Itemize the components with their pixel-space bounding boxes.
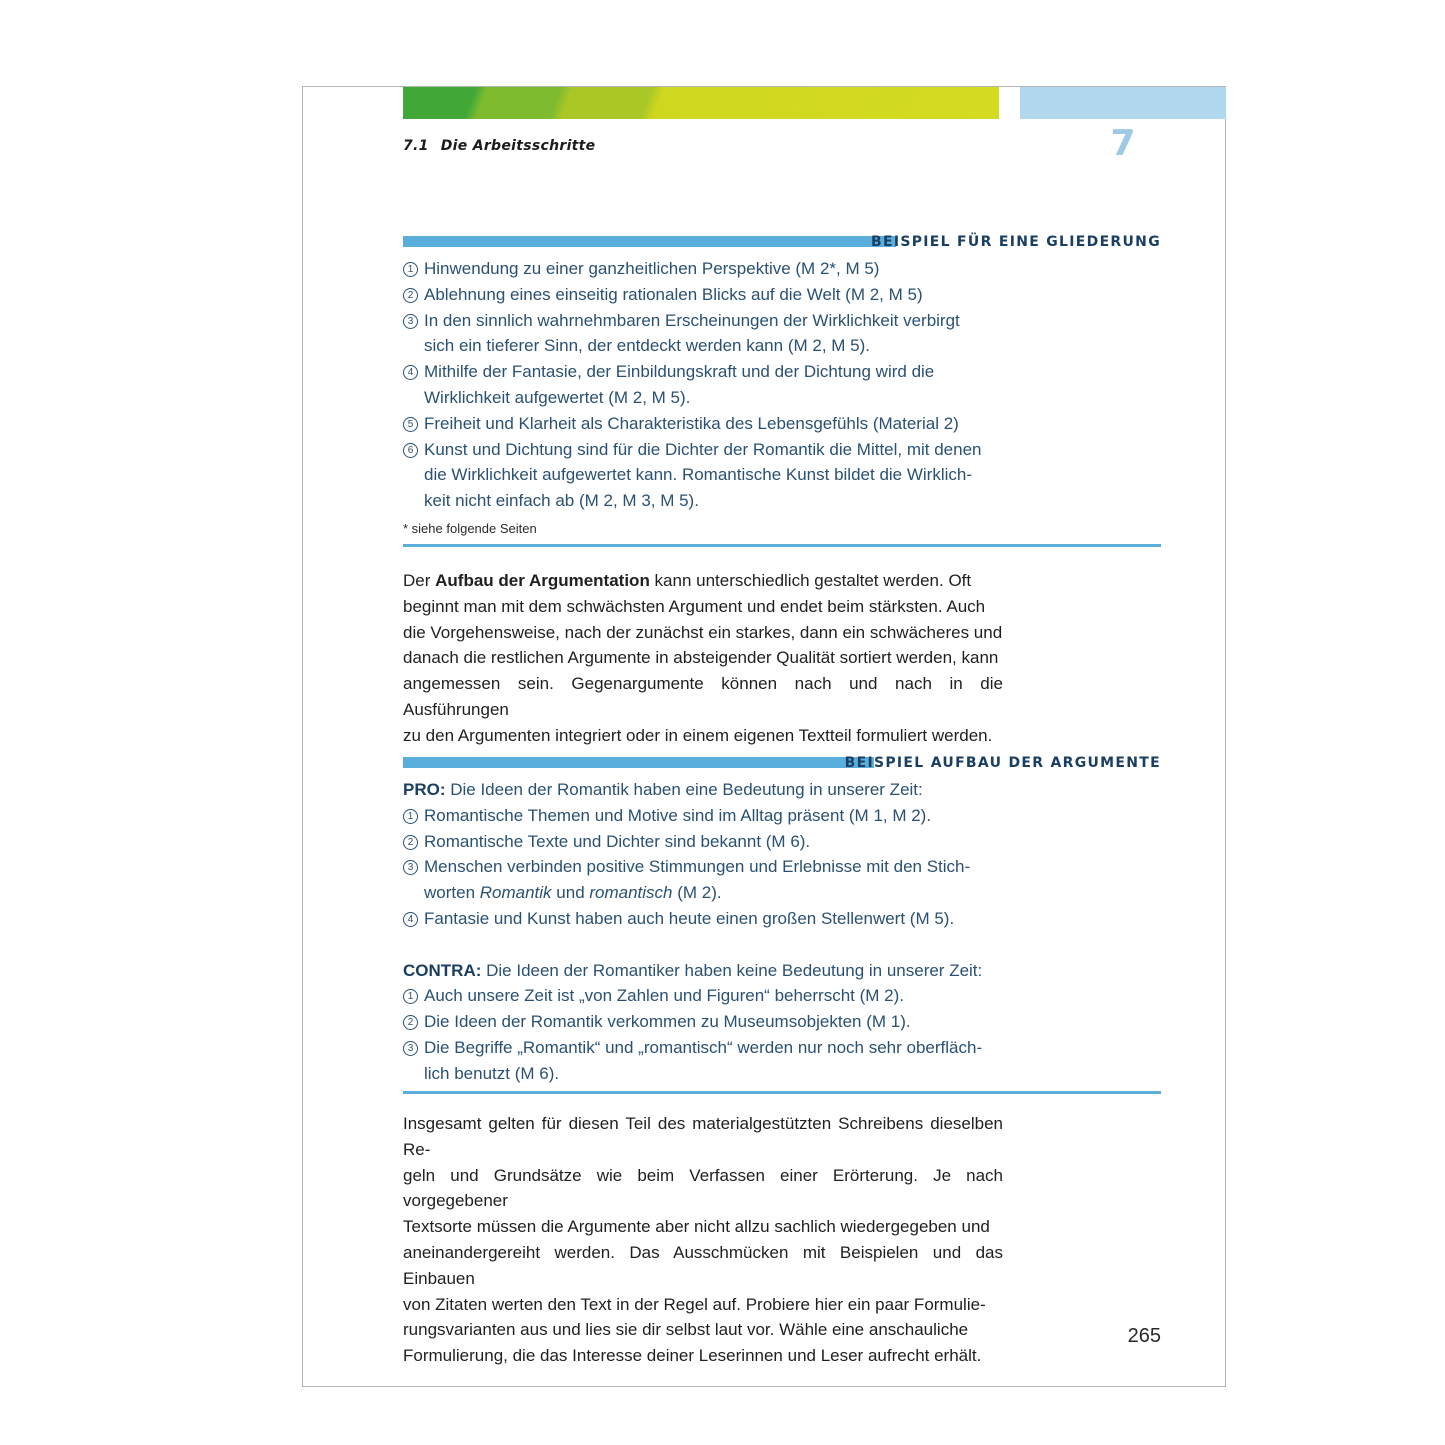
list-item — [403, 411, 1004, 437]
list-item — [403, 983, 1004, 1009]
list-item-text: keit nicht einfach ab (M 2, M 3, M 5). — [424, 491, 699, 511]
list-item-text: Auch unsere Zeit ist „von Zahlen und Figuren“ beherrscht (M 2). — [424, 986, 904, 1006]
paragraph-line: geln und Grundsätze wie beim Verfassen einer Erörterung. Je nach vorgegebener — [403, 1165, 1003, 1211]
list-item-text: Menschen verbinden positive Stimmungen und Erlebnisse mit den Stich- — [424, 857, 971, 877]
number-circle-icon: 4 — [403, 912, 418, 927]
contra-lead-text: Die Ideen der Romantiker haben keine Bedeutung in unserer Zeit: — [481, 960, 983, 980]
list-item — [403, 854, 1004, 906]
box-bottom-rule — [403, 1091, 1161, 1094]
text-run: (M 2). — [672, 883, 722, 903]
book-page — [302, 86, 1226, 1387]
text-run: worten — [424, 883, 480, 903]
number-circle-icon: 4 — [403, 365, 418, 380]
paragraph-line: Formulierung, die das Interesse deiner Leserinnen und Leser aufrecht erhält. — [403, 1346, 982, 1366]
list-item — [403, 308, 1004, 360]
paragraph-line: die Vorgehensweise, nach der zunächst ein starkes, dann ein schwächeres und — [403, 622, 1003, 642]
list-item-text: In den sinnlich wahrnehmbaren Erscheinungen der Wirklichkeit verbirgt — [424, 310, 960, 330]
bold-term: Aufbau der Argumentation — [435, 571, 650, 590]
list-item-text: Romantische Texte und Dichter sind bekannt (M 6). — [424, 831, 811, 851]
argumentation-paragraph — [403, 568, 1003, 749]
list-item — [403, 906, 1004, 932]
text-run: Der — [403, 571, 436, 590]
contra-label: CONTRA: — [403, 960, 482, 980]
header-gradient-bar — [403, 87, 999, 119]
chapter-tab-bar — [1020, 87, 1226, 119]
paragraph-line: zu den Argumenten integriert oder in einem eigenen Textteil formuliert werden. — [403, 725, 993, 745]
paragraph-line: angemessen sein. Gegenargumente können nach und nach in die Ausführungen — [403, 674, 1003, 719]
list-item-text: Die Begriffe „Romantik“ und „romantisch“ werden nur noch sehr oberfläch- — [424, 1037, 983, 1057]
argument-structure-box — [403, 753, 1161, 1094]
paragraph-line: von Zitaten werten den Text in der Regel auf. Probiere hier ein paar Formulie- — [403, 1294, 986, 1314]
running-header — [403, 138, 595, 154]
paragraph-line: aneinandergereiht werden. Das Ausschmücken mit Beispielen und das Einbauen — [403, 1242, 1003, 1288]
list-item-text: Mithilfe der Fantasie, der Einbildungskraft und der Dichtung wird die — [424, 362, 935, 382]
footnote: * siehe folgende Seiten — [403, 520, 537, 536]
list-item — [403, 829, 1004, 855]
chapter-number: 7 — [1110, 123, 1136, 164]
number-circle-icon: 3 — [403, 860, 418, 875]
list-item — [403, 1009, 1004, 1035]
list-item-text: Kunst und Dichtung sind für die Dichter der Romantik die Mittel, mit denen — [424, 439, 982, 459]
box-heading-stripe — [403, 236, 896, 247]
number-circle-icon: 3 — [403, 1041, 418, 1056]
contra-lead — [403, 958, 1003, 984]
number-circle-icon: 6 — [403, 443, 418, 458]
italic-term: Romantik — [479, 883, 552, 903]
pro-lead-text: Die Ideen der Romantik haben eine Bedeutung in unserer Zeit: — [445, 780, 923, 799]
list-item — [403, 1035, 1024, 1087]
list-item-text: Freiheit und Klarheit als Charakteristika des Lebensgefühls (Material 2) — [424, 413, 959, 433]
list-item-text: Romantische Themen und Motive sind im Alltag präsent (M 1, M 2). — [424, 805, 932, 825]
box-heading-stripe — [403, 757, 874, 768]
text-run: und — [551, 883, 590, 903]
paragraph-line: rungsvarianten aus und lies sie dir selbst laut vor. Wähle eine anschauliche — [403, 1320, 969, 1340]
number-circle-icon: 2 — [403, 835, 418, 850]
section-title: Die Arbeitsschritte — [440, 138, 596, 154]
paragraph-line — [403, 568, 1003, 594]
pro-label: PRO: — [403, 780, 446, 799]
paragraph-line: Insgesamt gelten für diesen Teil des materialgestützten Schreibens dieselben Re- — [403, 1114, 1003, 1159]
conclusion-paragraph — [403, 1111, 1003, 1369]
list-item — [403, 437, 1024, 514]
list-item-text: lich benutzt (M 6). — [424, 1063, 560, 1083]
list-item-text — [424, 880, 1004, 906]
number-circle-icon: 5 — [403, 417, 418, 432]
paragraph-line: beginnt man mit dem schwächsten Argument und endet beim stärksten. Auch — [403, 596, 986, 616]
text-run: kann unterschiedlich gestaltet werden. Oft — [649, 571, 972, 590]
box-bottom-rule — [403, 544, 1161, 547]
list-item — [403, 256, 1004, 282]
paragraph-line: danach die restlichen Argumente in absteigender Qualität sortiert werden, kann — [403, 648, 999, 668]
list-item-text: Wirklichkeit aufgewertet (M 2, M 5). — [424, 387, 691, 407]
list-item — [403, 282, 1004, 308]
section-number: 7.1 — [403, 138, 429, 154]
number-circle-icon: 2 — [403, 1015, 418, 1030]
list-item-text: Fantasie und Kunst haben auch heute einen großen Stellenwert (M 5). — [424, 908, 955, 928]
number-circle-icon: 1 — [403, 809, 418, 824]
box-heading — [403, 232, 1161, 252]
number-circle-icon: 1 — [403, 989, 418, 1004]
list-item-text: Hinwendung zu einer ganzheitlichen Perspektive (M 2*, M 5) — [424, 259, 880, 278]
page-number: 265 — [1127, 1325, 1161, 1347]
list-item-text: sich ein tieferer Sinn, der entdeckt werden kann (M 2, M 5). — [424, 336, 870, 356]
number-circle-icon: 1 — [403, 262, 418, 277]
pro-lead — [403, 777, 1003, 803]
box-title: BEISPIEL AUFBAU DER ARGUMENTE — [844, 755, 1161, 771]
box-title: BEISPIEL FÜR EINE GLIEDERUNG — [871, 234, 1161, 250]
list-item-text: Die Ideen der Romantik verkommen zu Museumsobjekten (M 1). — [424, 1012, 911, 1032]
number-circle-icon: 2 — [403, 288, 418, 303]
italic-term: romantisch — [589, 883, 673, 903]
list-item-text: Ablehnung eines einseitig rationalen Blicks auf die Welt (M 2, M 5) — [424, 284, 923, 304]
outline-example-box — [403, 232, 1161, 547]
list-item — [403, 359, 1004, 411]
number-circle-icon: 3 — [403, 314, 418, 329]
list-item-text: die Wirklichkeit aufgewertet kann. Romantische Kunst bildet die Wirklich- — [424, 465, 973, 485]
box-heading — [403, 753, 1161, 773]
list-item — [403, 803, 1004, 829]
paragraph-line: Textsorte müssen die Argumente aber nicht allzu sachlich wiedergegeben und — [403, 1217, 990, 1237]
